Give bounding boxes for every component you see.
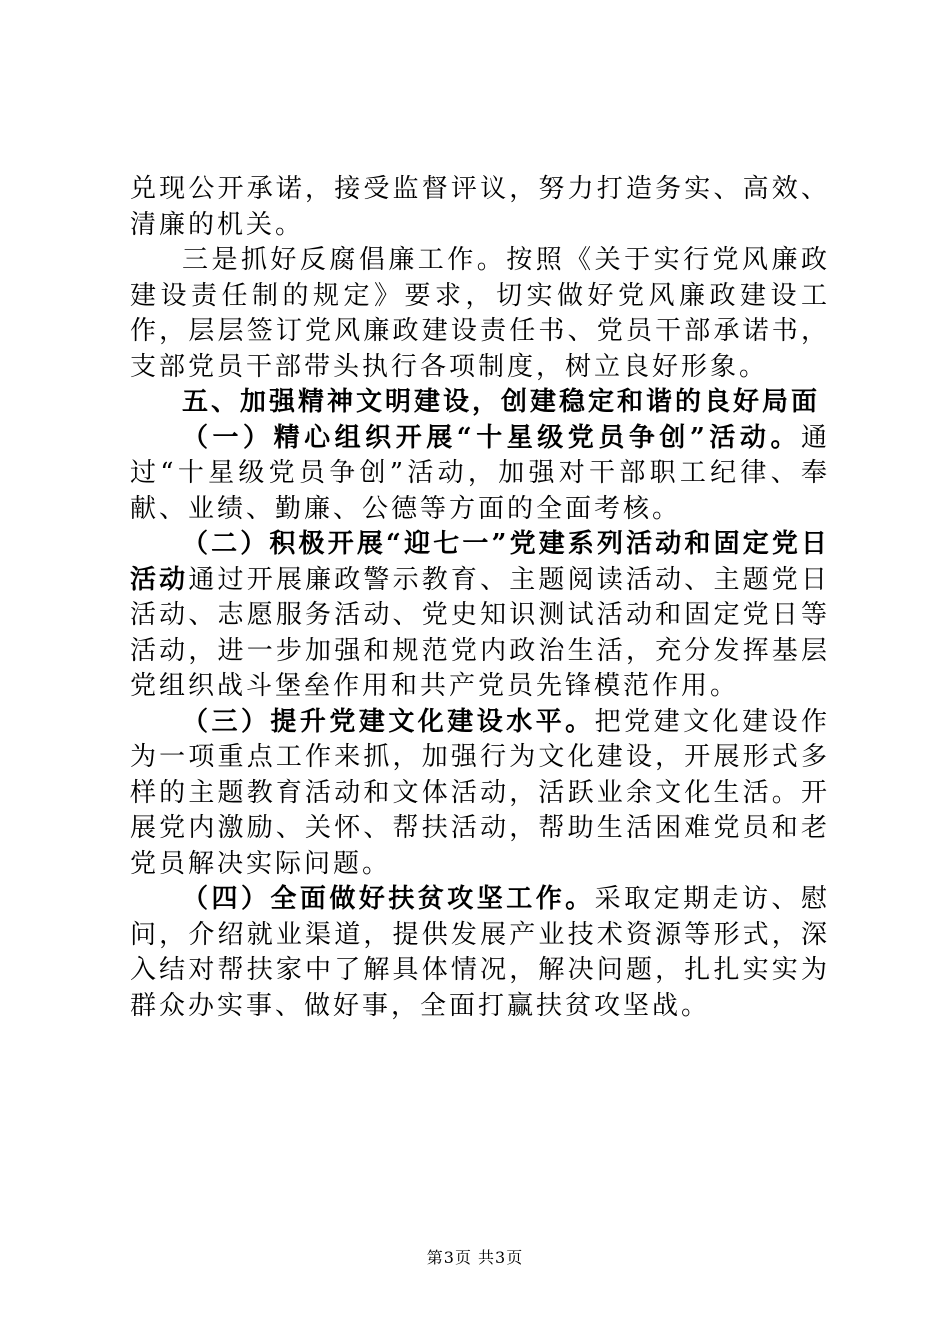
paragraph-continuation [130,172,830,243]
list-item [130,421,830,528]
list-item [130,527,830,705]
item-text: 采取定期走访、慰问，介绍就业渠道，提供发展产业技术资源等形式，深入结对帮扶家中了解具体情况，解决问题，扎扎实实为群众办实事、做好事，全面打赢扶贫攻坚战。 [130,884,830,1021]
paragraph-text: 兑现公开承诺，接受监督评议，努力打造务实、高效、清廉的机关。 [130,174,830,240]
item-lead: （一）精心组织开展“十星级党员争创”活动。 [182,422,801,453]
paragraph-text: 三是抓好反腐倡廉工作。按照《关于实行党风廉政建设责任制的规定》要求，切实做好党风廉政建设工作，层层签订党风廉政建设责任书、党员干部承诺书，支部党员干部带头执行各项制度，树立良好形象。 [130,245,830,382]
item-lead: （二）积极开展“迎七一”党建系列活动和固定党日活动 [130,529,830,595]
item-lead: （三）提升党建文化建设水平。 [182,706,595,737]
list-item [130,882,830,1024]
paragraph-anti-corruption [130,243,830,385]
document-body [130,172,830,1024]
item-text: 把党建文化建设作为一项重点工作来抓，加强行为文化建设，开展形式多样的主题教育活动和文体活动，活跃业余文化生活。开展党内激励、关怀、帮扶活动，帮助生活困难党员和老党员解决实际问题。 [130,706,830,879]
item-lead: （四）全面做好扶贫攻坚工作。 [182,884,595,914]
page-number-footer: 第3页 共3页 [426,1248,524,1267]
list-item [130,705,830,883]
item-text: 通过“十星级党员争创”活动，加强对干部职工纪律、奉献、业绩、勤廉、公德等方面的全面考核。 [130,422,830,524]
section-heading: 五、加强精神文明建设，创建稳定和谐的良好局面 [182,387,821,417]
item-text: 通过开展廉政警示教育、主题阅读活动、主题党日活动、志愿服务活动、党史知识测试活动和固定党日等活动，进一步加强和规范党内政治生活，充分发挥基层党组织战斗堡垒作用和共产党员先锋模范作用。 [130,564,830,701]
